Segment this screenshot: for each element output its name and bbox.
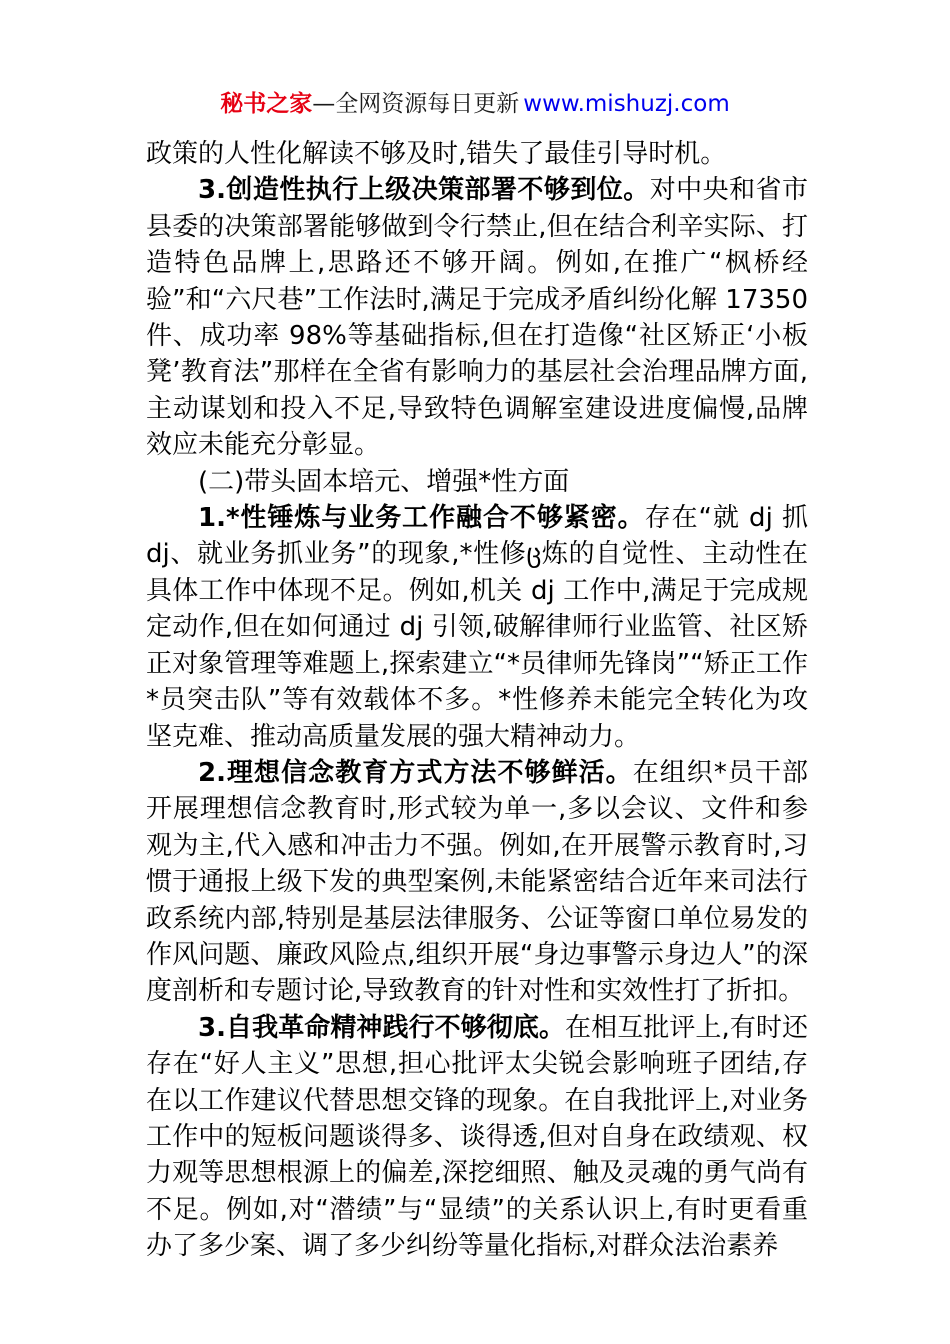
paragraph-heading: 1.*性锤炼与业务工作融合不够紧密。 — [198, 503, 645, 534]
paragraph-text: 对中央和省市县委的决策部署能够做到令行禁止,但在结合利辛实际、打造特色品牌上,思路还不够开阔。例如,在推广“枫桥经验”和“六尺巷”工作法时,满足于完成矛盾纠纷化解 17350 件、成功率 98%等基础指标,但在打造像“社区矫正‘小板凳’教育法”那样在全省有影响力的基层社会治理品牌方面,主动谋划和投入不足,导致特色调解室建设进度偏慢,品牌效应未能充分彰显。 — [146, 175, 808, 461]
paragraph-text: 政策的人性化解读不够及时,错失了最佳引导时机。 — [146, 139, 727, 169]
page-header — [0, 86, 950, 122]
header-brand: 秘书之家 — [220, 91, 313, 117]
paragraph-heading: 3.自我革命精神践行不够彻底。 — [198, 1012, 566, 1043]
paragraph-text: 在相互批评上,有时还存在“好人主义”思想,担心批评太尖锐会影响班子团结,存在以工作建议代替思想交锋的现象。在自我批评上,对业务工作中的短板问题谈得多、谈得透,但对自身在政绩观、权力观等思想根源上的偏差,深挖细照、触及灵魂的勇气尚有不足。例如,对“潜绩”与“显绩”的关系认识上,有时更看重办了多少案、调了多少纠纷等量化指标,对群众法治素养 — [146, 1012, 809, 1262]
section-heading-strengthen-party-spirit — [146, 464, 808, 500]
paragraph-text: 存在“就 dj 抓 dj、就业务抓业务”的现象,*性修ც炼的自觉性、主动性在具体工作中体现不足。例如,机关 dj 工作中,满足于完成规定动作,但在如何通过 dj 引领,破解律师行业监管、社区矫正对象管理等难题上,探索建立“*员律师先锋岗”“矫正工作*员突击队”等有效载体不多。*性修养未能完全转化为攻坚克难、推动高质量发展的强大精神动力。 — [146, 503, 808, 752]
document-body — [146, 136, 808, 1265]
header-slogan: —全网资源每日更新 — [312, 91, 520, 117]
header-site-link[interactable]: www.mishuzj.com — [523, 91, 730, 117]
paragraph-policy-interpretation — [146, 136, 808, 172]
paragraph-party-spirit-integration — [146, 500, 808, 755]
paragraph-ideals-education — [146, 755, 808, 1010]
paragraph-self-revolution — [146, 1010, 808, 1265]
section-heading-text: (二)带头固本培元、增强*性方面 — [198, 466, 570, 497]
paragraph-creative-execution — [146, 172, 808, 463]
paragraph-heading: 2.理想信念教育方式方法不够鲜活。 — [198, 757, 633, 788]
paragraph-heading: 3.创造性执行上级决策部署不够到位。 — [198, 175, 650, 206]
paragraph-text: 在组织*员干部开展理想信念教育时,形式较为单一,多以会议、文件和参观为主,代入感和冲击力不强。例如,在开展警示教育时,习惯于通报上级下发的典型案例,未能紧密结合近年来司法行政系统内部,特别是基层法律服务、公证等窗口单位易发的作风问题、廉政风险点,组织开展“身边事警示身边人”的深度剖析和专题讨论,导致教育的针对性和实效性打了折扣。 — [146, 757, 808, 1007]
